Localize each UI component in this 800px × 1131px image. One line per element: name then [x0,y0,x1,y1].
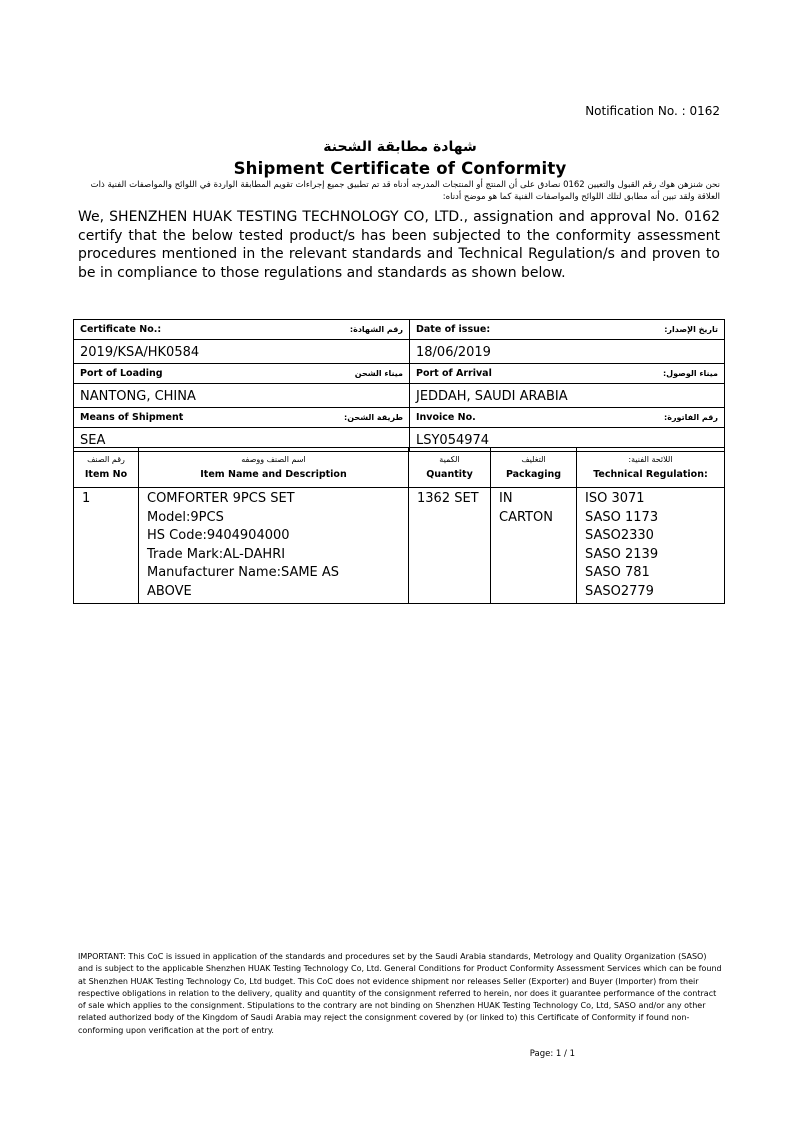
port-of-arrival-value: JEDDAH, SAUDI ARABIA [410,384,725,408]
english-intro-paragraph: We, SHENZHEN HUAK TESTING TECHNOLOGY CO, LTD., assignation and approval No. 0162 certify that the below tested product/s has been subjected to the conformity assessment procedures mentioned in the relevant standards and Technical Regulation/s and proven to be in compliance to those regulations and standards as shown below. [78,209,720,281]
invoice-no-label: Invoice No. [416,412,476,423]
table-row [74,488,725,604]
description-line: Trade Mark:AL-DAHRI [147,546,286,562]
means-of-shipment-label-ar: طريقة الشحن: [344,413,403,422]
header-item-name-ar: اسم الصنف ووصفه [241,455,306,464]
header-quantity [409,448,491,488]
description-line: COMFORTER 9PCS SET [147,491,295,506]
certificate-no-label: Certificate No.: [80,324,162,335]
regulation-line: SASO 781 [585,565,650,580]
certificate-no-label-cell [74,320,410,340]
regulation-line: SASO 2139 [585,546,659,562]
header-item-name [139,448,409,488]
regulation-line: ISO 3071 [585,491,645,506]
description-line: HS Code:9404904000 [147,528,290,543]
description-line: ABOVE [147,583,192,599]
port-of-loading-label: Port of Loading [80,368,163,379]
means-of-shipment-label-cell [74,408,410,428]
header-packaging-ar: التغليف [521,455,546,464]
description-line: Manufacturer Name:SAME AS [147,565,340,580]
header-technical-regulation-en: Technical Regulation: [593,469,708,480]
header-quantity-en: Quantity [426,469,473,480]
certificate-details-table [73,319,725,452]
certificate-no-value: 2019/KSA/HK0584 [74,340,410,364]
port-of-arrival-label-cell [410,364,725,384]
arabic-title: شهادة مطابقة الشحنة [323,139,477,155]
header-item-no-en: Item No [84,469,128,480]
header-technical-regulation [577,448,725,488]
date-of-issue-label: Date of issue: [416,324,491,335]
important-notice: IMPORTANT: This CoC is issued in application of the standards and procedures set by the Saudi Arabia standards, Metrology and Quality Organization (SASO) and is subject to the applicable Shenzhen HUAK Testing Technology Co, Ltd. General Conditions for Product Conformity Assessment Services which can be found at Shenzhen HUAK Testing Technology Co, Ltd budget. This CoC does not evidence shipment nor releases Seller (Exporter) and Buyer (Importer) from their respective obligations in relation to the delivery, quality and quantity of the consignment referred to herein, nor does it guarantee performance of the contract of sale which applies to the consignment. Stipulations to the contrary are not binding on Shenzhen HUAK Testing Technology Co, Ltd, SASO and/or any other related authorized body of the Kingdom of Saudi Arabia may reject the consignment covered by (or linked to) this Certificate of Conformity if found non-conforming upon verification at the port of entry. [78,952,722,1035]
item-description-cell [139,488,409,604]
items-table [73,447,725,604]
regulation-line: SASO 1173 [585,509,659,525]
port-of-loading-label-ar: ميناء الشحن [354,369,403,378]
means-of-shipment-label: Means of Shipment [80,412,184,423]
header-packaging [491,448,577,488]
date-of-issue-value: 18/06/2019 [410,340,725,364]
document-title: Shipment Certificate of Conformity [233,159,567,178]
arabic-intro-paragraph: نحن شنزهن هوك رقم القبول والتعيين 0162 نصادق على أن المنتج أو المنتجات المدرجه أدناه قد تم تطبيق جميع إجراءات تقويم المطابقة الواردة في اللوائح والمواصفات الفنية ذات العلاقة ولقد تبين أنه مطابق لتلك اللوائح والمواصفات الفنية كما هو موضح أدناه: [90,180,720,202]
certificate-no-label-ar: رقم الشهادة: [349,325,403,334]
regulation-line: SASO2779 [585,583,654,599]
header-item-no [74,448,139,488]
port-of-arrival-label-ar: ميناء الوصول: [662,369,718,378]
items-header-row [74,448,725,488]
invoice-no-label-cell [410,408,725,428]
packaging-line: CARTON [499,509,553,525]
notification-number: Notification No. : 0162 [585,104,720,118]
item-no-cell: 1 [74,488,139,604]
invoice-no-value: LSY054974 [410,428,725,452]
header-quantity-ar: الكمية [439,455,460,464]
packaging-line: IN [499,491,513,506]
port-of-arrival-label: Port of Arrival [416,368,492,379]
regulation-line: SASO2330 [585,528,654,543]
quantity-cell: 1362 SET [409,488,491,604]
port-of-loading-label-cell [74,364,410,384]
header-technical-regulation-ar: اللائحة الفنية: [628,455,673,464]
date-of-issue-label-cell [410,320,725,340]
header-packaging-en: Packaging [505,469,562,480]
description-line: Model:9PCS [147,509,224,525]
packaging-cell [491,488,577,604]
header-item-name-en: Item Name and Description [200,469,347,480]
date-of-issue-label-ar: تاريخ الإصدار: [664,325,718,334]
header-item-no-ar: رقم الصنف [87,455,125,464]
port-of-loading-value: NANTONG, CHINA [74,384,410,408]
means-of-shipment-value: SEA [74,428,410,452]
page-number: Page: 1 / 1 [529,1049,575,1059]
regulations-cell [577,488,725,604]
invoice-no-label-ar: رقم الفاتورة: [664,413,718,422]
